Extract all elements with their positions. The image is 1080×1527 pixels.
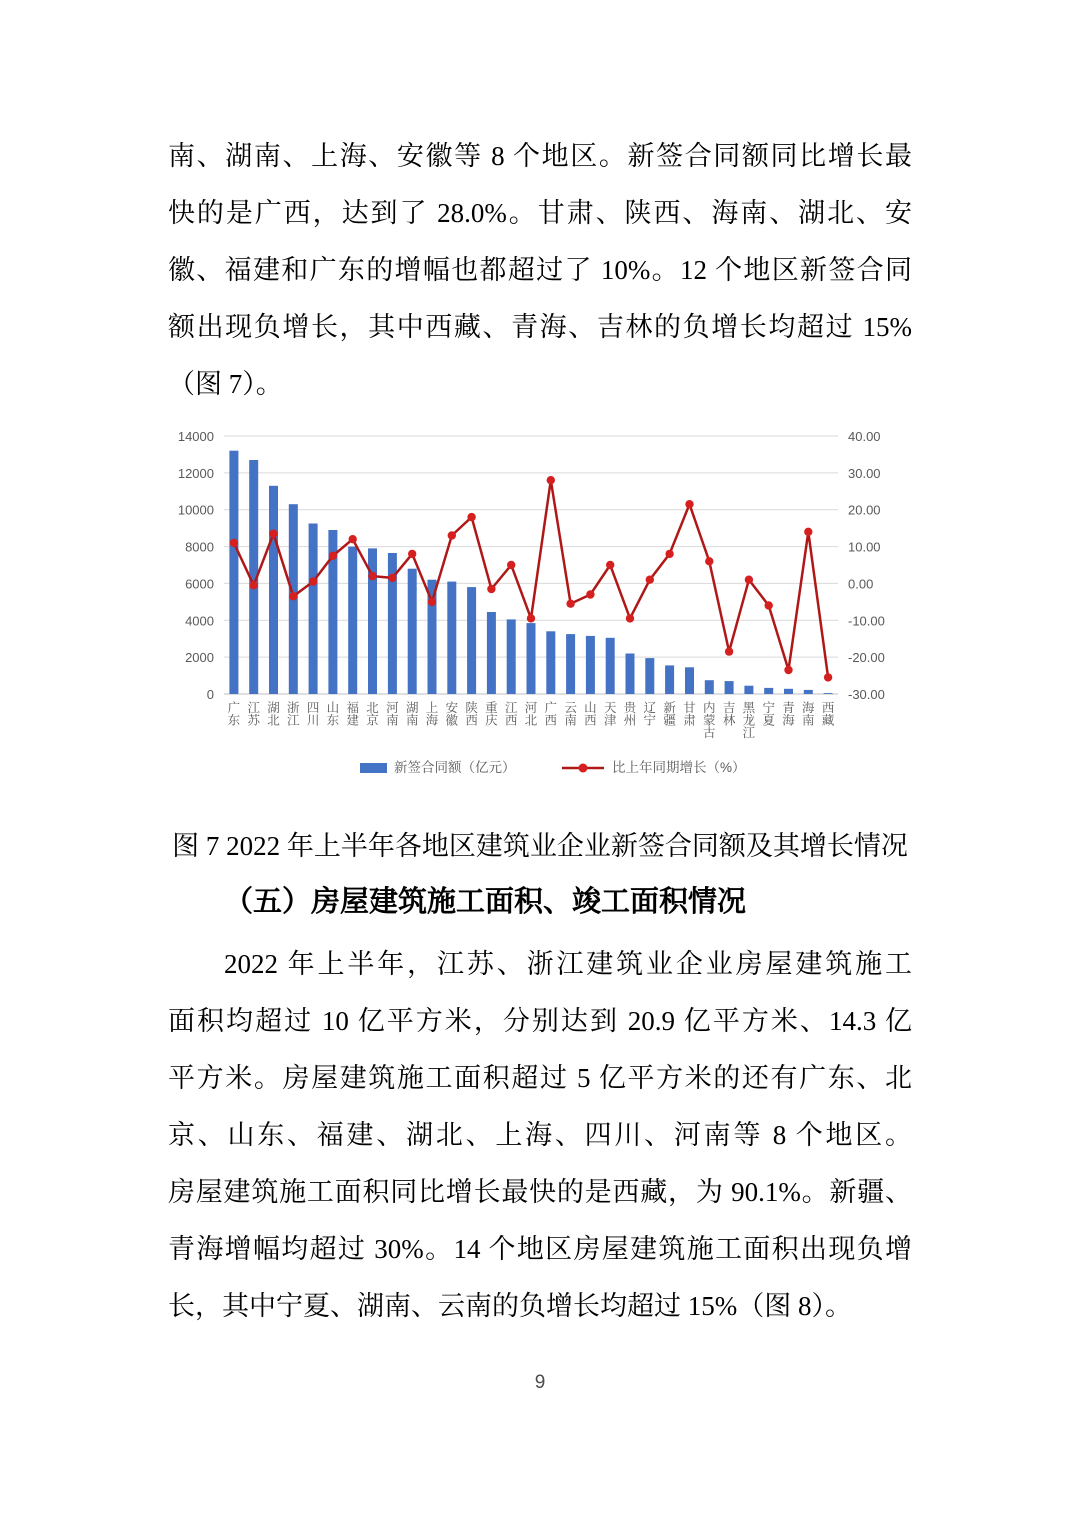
left-axis-tick: 10000 <box>177 502 214 518</box>
line-marker <box>428 598 436 606</box>
line-marker <box>527 614 535 622</box>
legend-line-marker <box>579 764 588 773</box>
text-line: 房屋建筑施工面积同比增长最快的是西藏，为 90.1%。新疆、 <box>168 1177 912 1207</box>
x-axis-labels <box>228 700 835 740</box>
bar <box>527 623 536 694</box>
chart-legend <box>360 759 746 775</box>
bar <box>546 631 555 694</box>
line-marker <box>606 561 614 569</box>
figure-7-chart <box>162 428 918 784</box>
line-marker <box>448 531 456 539</box>
line-marker <box>626 614 634 622</box>
bar <box>685 667 694 694</box>
line-marker <box>269 530 277 538</box>
text-line: 徽、福建和广东的增幅也都超过了 10%。12 个地区新签合同 <box>168 255 912 285</box>
right-axis-tick: -20.00 <box>848 650 885 666</box>
bar <box>566 634 575 694</box>
left-axis-tick: 2000 <box>185 650 214 666</box>
line-marker <box>368 572 376 580</box>
x-axis-label: 上海 <box>425 701 439 728</box>
text-line: 南、湖南、上海、安徽等 8 个地区。新签合同额同比增长最 <box>168 141 912 171</box>
x-axis-label: 安徽 <box>445 701 459 728</box>
left-axis-tick: 14000 <box>177 429 214 444</box>
x-axis-label: 天津 <box>603 701 617 728</box>
line-marker <box>765 601 773 609</box>
section-heading: （五）房屋建筑施工面积、竣工面积情况 <box>224 886 747 918</box>
right-axis-tick: 40.00 <box>848 429 881 444</box>
legend-bar-swatch <box>360 763 387 773</box>
bar <box>606 638 615 694</box>
x-axis-label: 福建 <box>346 701 359 728</box>
x-axis-label: 云南 <box>564 701 577 728</box>
right-axis-tick: 20.00 <box>848 502 881 518</box>
right-axis-tick: 30.00 <box>848 465 881 481</box>
x-axis-label: 新疆 <box>663 701 676 728</box>
left-axis-tick: 8000 <box>185 539 214 555</box>
x-axis-label: 青海 <box>782 701 795 728</box>
bar <box>507 619 516 694</box>
line-marker <box>230 539 238 547</box>
text-line: 面积均超过 10 亿平方米，分别达到 20.9 亿平方米、14.3 亿 <box>168 1006 912 1036</box>
bar <box>645 658 654 694</box>
bar <box>348 547 357 694</box>
line-marker <box>408 550 416 558</box>
figure-caption: 图 7 2022 年上半年各地区建筑业企业新签合同额及其增长情况 <box>172 831 908 861</box>
bar <box>665 665 674 694</box>
bar <box>269 486 278 694</box>
x-axis-label: 四川 <box>306 701 320 728</box>
x-axis-label: 北京 <box>366 701 379 728</box>
x-axis-label: 陕西 <box>465 701 478 728</box>
bar <box>487 612 496 694</box>
line-marker <box>784 666 792 674</box>
text-line: （图 7）。 <box>168 369 283 399</box>
paragraph-1 <box>168 128 912 413</box>
x-axis-label: 西藏 <box>821 701 835 728</box>
x-axis-label: 广西 <box>544 701 558 728</box>
bar <box>586 636 595 694</box>
bar <box>764 688 773 694</box>
text-line: 快的是广西，达到了 28.0%。甘肃、陕西、海南、湖北、安 <box>168 198 912 228</box>
x-axis-label: 广东 <box>227 701 241 728</box>
left-axis-tick: 6000 <box>185 576 214 592</box>
x-axis-label: 浙江 <box>287 701 300 728</box>
x-axis-label: 河北 <box>524 701 538 728</box>
text-line: 额出现负增长，其中西藏、青海、吉林的负增长均超过 15% <box>168 312 912 342</box>
x-axis-label: 宁夏 <box>762 701 775 728</box>
line-marker <box>507 561 515 569</box>
x-axis-label: 湖北 <box>267 701 280 728</box>
combo-chart-svg <box>162 428 902 784</box>
bar <box>309 524 318 695</box>
bar <box>408 569 417 694</box>
right-axis-tick: 0.00 <box>848 576 874 592</box>
x-axis-label: 甘肃 <box>683 701 696 728</box>
bar <box>824 693 833 694</box>
line-marker <box>547 476 555 484</box>
text-line: 青海增幅均超过 30%。14 个地区房屋建筑施工面积出现负增 <box>168 1234 912 1264</box>
x-axis-label: 江苏 <box>247 701 260 728</box>
text-line: 京、山东、福建、湖北、上海、四川、河南等 8 个地区。 <box>168 1120 912 1150</box>
line-marker <box>725 647 733 655</box>
legend-bar-label: 新签合同额（亿元） <box>394 760 516 775</box>
line-marker <box>349 535 357 543</box>
right-axis-tick: -30.00 <box>848 687 885 702</box>
bar <box>467 587 476 694</box>
bar <box>725 681 734 694</box>
x-axis-label: 内蒙古 <box>703 701 716 740</box>
x-axis-label: 山西 <box>584 701 597 728</box>
line-marker <box>646 576 654 584</box>
line-marker <box>250 581 258 589</box>
right-axis-tick: -10.00 <box>848 613 885 629</box>
x-axis-label: 辽宁 <box>643 701 657 728</box>
line-marker <box>329 552 337 560</box>
line-marker <box>824 673 832 681</box>
line-marker <box>289 592 297 600</box>
line-marker <box>586 590 594 598</box>
x-axis-label: 山东 <box>326 701 340 728</box>
page-number: 9 <box>534 1372 546 1393</box>
x-axis-label: 江西 <box>504 701 518 728</box>
bar <box>744 686 753 694</box>
left-axis-tick: 4000 <box>185 613 214 629</box>
bar <box>804 690 813 694</box>
text-line: 2022 年上半年，江苏、浙江建筑业企业房屋建筑施工 <box>224 949 912 979</box>
bar <box>705 680 714 694</box>
line-marker <box>467 513 475 521</box>
x-axis-label: 海南 <box>802 701 815 728</box>
line-marker <box>566 600 574 608</box>
bar <box>784 689 793 694</box>
right-axis-tick: 10.00 <box>848 539 881 555</box>
left-axis-tick: 0 <box>206 687 214 702</box>
line-marker <box>487 585 495 593</box>
bar <box>447 582 456 694</box>
x-axis-label: 吉林 <box>722 701 736 728</box>
line-marker <box>685 500 693 508</box>
left-axis-tick: 12000 <box>177 465 214 481</box>
line-marker <box>388 574 396 582</box>
x-axis-label: 重庆 <box>485 701 498 728</box>
x-axis-label: 湖南 <box>405 701 419 728</box>
bar <box>626 654 635 695</box>
line-marker <box>705 557 713 565</box>
bar <box>229 451 238 694</box>
x-axis-label: 贵州 <box>623 701 637 728</box>
line-marker <box>804 528 812 536</box>
legend-line-label: 比上年同期增长（%） <box>612 760 746 775</box>
text-line: 长，其中宁夏、湖南、云南的负增长均超过 15%（图 8）。 <box>168 1291 852 1321</box>
line-marker <box>665 550 673 558</box>
x-axis-label: 河南 <box>386 701 399 728</box>
x-axis-label: 黑龙江 <box>742 701 756 740</box>
text-line: 平方米。房屋建筑施工面积超过 5 亿平方米的还有广东、北 <box>168 1063 912 1093</box>
line-marker <box>745 576 753 584</box>
line-marker <box>309 577 317 585</box>
paragraph-2 <box>168 936 912 1335</box>
